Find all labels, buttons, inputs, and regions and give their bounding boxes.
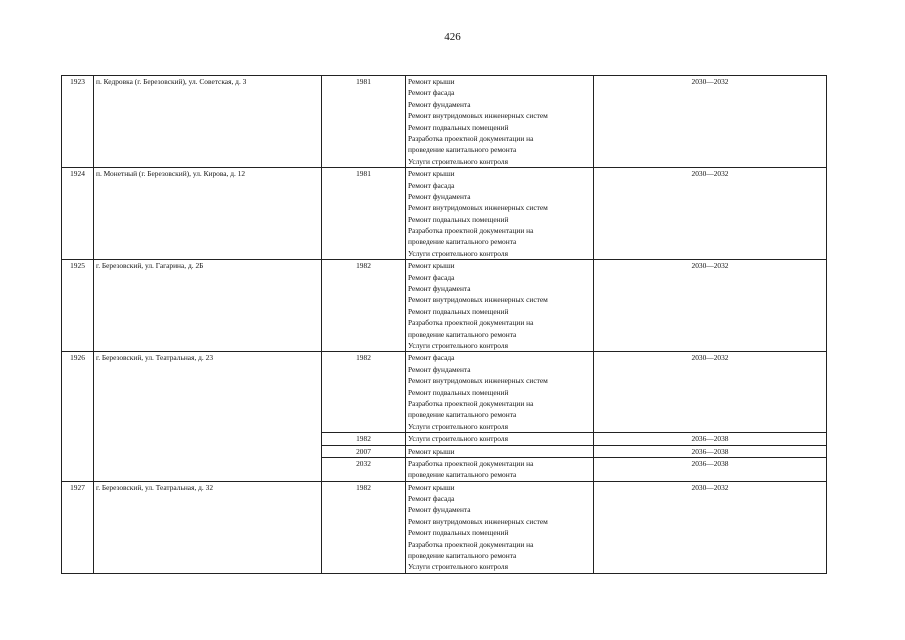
work-item: Ремонт фасада	[408, 353, 455, 363]
work-item: Разработка проектной документации на	[408, 458, 534, 468]
period-cell: 2030—2032	[594, 76, 827, 168]
work-item: Ремонт фасада	[408, 180, 455, 190]
work-item: Ремонт подвальных помещений	[408, 387, 509, 397]
year-cell: 1982	[322, 260, 406, 352]
table-row	[62, 481, 827, 573]
row-number: 1925	[62, 260, 94, 352]
work-item: проведение капитального ремонта	[408, 410, 517, 420]
period-cell: 2036—2038	[594, 433, 827, 445]
table-row	[62, 168, 827, 260]
period-cell: 2036—2038	[594, 457, 827, 481]
work-item: Ремонт внутридомовых инженерных систем	[408, 203, 548, 213]
year-cell: 2007	[322, 445, 406, 457]
page-number: 426	[444, 31, 461, 43]
period-cell: 2030—2032	[594, 260, 827, 352]
row-number: 1926	[62, 352, 94, 481]
work-item: Ремонт внутридомовых инженерных систем	[408, 516, 548, 526]
work-item: Ремонт внутридомовых инженерных систем	[408, 295, 548, 305]
address-cell: п. Кедровка (г. Березовский), ул. Советская, д. 3	[94, 76, 322, 168]
address-cell: г. Березовский, ул. Гагарина, д. 2Б	[94, 260, 322, 352]
year-cell: 1982	[322, 481, 406, 573]
work-item: Услуги строительного контроля	[408, 156, 508, 166]
works-cell	[406, 260, 594, 352]
work-item: Разработка проектной документации на	[408, 539, 534, 549]
work-item: Ремонт фасада	[408, 88, 455, 98]
work-item: Услуги строительного контроля	[408, 421, 508, 431]
work-item: Услуги строительного контроля	[408, 434, 508, 444]
work-item: Ремонт фундамента	[408, 99, 471, 109]
work-item: Ремонт подвальных помещений	[408, 122, 509, 132]
works-cell	[406, 481, 594, 573]
repair-schedule-table	[61, 75, 827, 574]
work-item: проведение капитального ремонта	[408, 145, 517, 155]
work-item: Ремонт фундамента	[408, 191, 471, 201]
address-cell: п. Монетный (г. Березовский), ул. Кирова, д. 12	[94, 168, 322, 260]
work-item: Ремонт фундамента	[408, 284, 471, 294]
work-item: Разработка проектной документации на	[408, 398, 534, 408]
works-cell	[406, 76, 594, 168]
works-cell	[406, 352, 594, 433]
address-cell: г. Березовский, ул. Театральная, д. 32	[94, 481, 322, 573]
year-cell: 1981	[322, 168, 406, 260]
row-number: 1923	[62, 76, 94, 168]
period-cell: 2030—2032	[594, 352, 827, 433]
work-item: проведение капитального ремонта	[408, 470, 517, 480]
work-item: Ремонт крыши	[408, 169, 455, 179]
year-cell: 1982	[322, 352, 406, 433]
work-item: Ремонт подвальных помещений	[408, 214, 509, 224]
work-item: Разработка проектной документации на	[408, 318, 534, 328]
work-item: Разработка проектной документации на	[408, 133, 534, 143]
work-item: Услуги строительного контроля	[408, 340, 508, 350]
works-cell	[406, 445, 594, 457]
period-cell: 2030—2032	[594, 481, 827, 573]
year-cell: 1982	[322, 433, 406, 445]
work-item: Ремонт внутридомовых инженерных систем	[408, 376, 548, 386]
work-item: Ремонт подвальных помещений	[408, 528, 509, 538]
work-item: Ремонт крыши	[408, 77, 455, 86]
work-item: Ремонт фасада	[408, 272, 455, 282]
works-cell	[406, 457, 594, 481]
row-number: 1927	[62, 481, 94, 573]
table-row	[62, 260, 827, 352]
work-item: Ремонт фасада	[408, 494, 455, 504]
work-item: Ремонт крыши	[408, 261, 455, 271]
work-item: Ремонт фундамента	[408, 364, 471, 374]
work-item: проведение капитального ремонта	[408, 551, 517, 561]
table-row	[62, 76, 827, 168]
period-cell: 2030—2032	[594, 168, 827, 260]
year-cell: 2032	[322, 457, 406, 481]
works-cell	[406, 433, 594, 445]
work-item: Услуги строительного контроля	[408, 562, 508, 572]
work-item: проведение капитального ремонта	[408, 329, 517, 339]
work-item: Ремонт подвальных помещений	[408, 306, 509, 316]
work-item: Ремонт крыши	[408, 446, 455, 456]
table-body	[62, 76, 827, 574]
work-item: Разработка проектной документации на	[408, 226, 534, 236]
work-item: Услуги строительного контроля	[408, 248, 508, 258]
work-item: Ремонт внутридомовых инженерных систем	[408, 111, 548, 121]
row-number: 1924	[62, 168, 94, 260]
work-item: Ремонт крыши	[408, 482, 455, 492]
table-row	[62, 352, 827, 433]
period-cell: 2036—2038	[594, 445, 827, 457]
work-item: Ремонт фундамента	[408, 505, 471, 515]
work-item: проведение капитального ремонта	[408, 237, 517, 247]
address-cell: г. Березовский, ул. Театральная, д. 23	[94, 352, 322, 481]
year-cell: 1981	[322, 76, 406, 168]
works-cell	[406, 168, 594, 260]
